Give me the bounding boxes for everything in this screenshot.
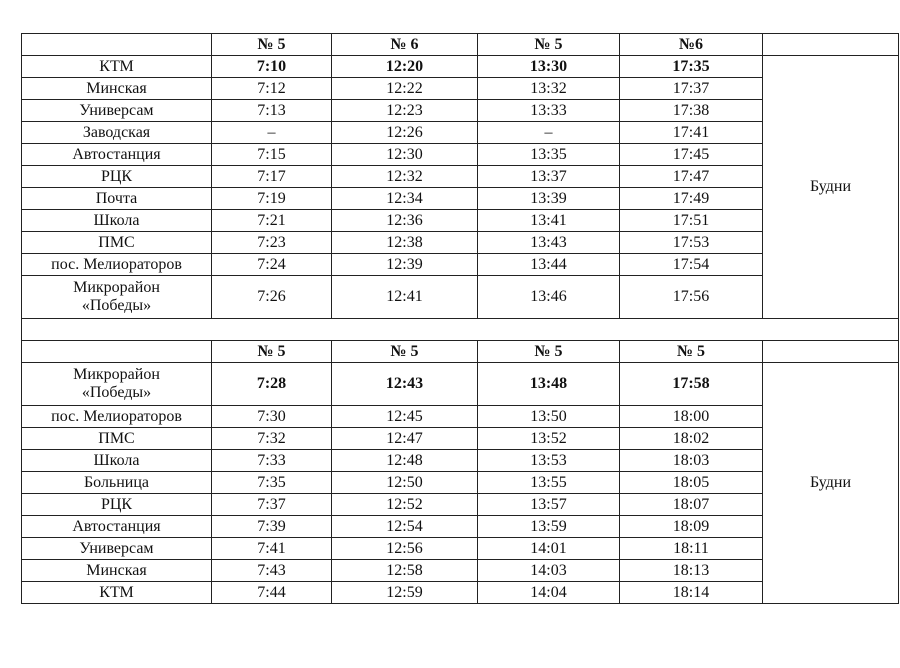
departure-time-cell: 12:54 — [332, 516, 478, 538]
departure-time-cell: 12:58 — [332, 560, 478, 582]
departure-time-cell: 7:12 — [212, 78, 332, 100]
route-number-cell: № 5 — [620, 341, 763, 363]
departure-time-cell: 7:24 — [212, 254, 332, 276]
departure-time-cell: 12:38 — [332, 232, 478, 254]
station-name-cell: Универсам — [22, 100, 212, 122]
departure-time-cell: 12:59 — [332, 582, 478, 604]
separator-cell — [22, 319, 899, 341]
departure-time-cell: 12:30 — [332, 144, 478, 166]
station-name-cell: Больница — [22, 472, 212, 494]
header-days-cell — [763, 341, 899, 363]
station-name-cell: Микрорайон «Победы» — [22, 276, 212, 319]
station-name-cell: Заводская — [22, 122, 212, 144]
departure-time-cell: 13:41 — [478, 210, 620, 232]
departure-time-cell: 7:13 — [212, 100, 332, 122]
departure-time-cell: 17:38 — [620, 100, 763, 122]
departure-time-cell: 17:45 — [620, 144, 763, 166]
departure-time-cell: 14:03 — [478, 560, 620, 582]
departure-time-cell: 13:46 — [478, 276, 620, 319]
departure-time-cell: 7:15 — [212, 144, 332, 166]
header-station-cell — [22, 341, 212, 363]
departure-time-cell: 7:33 — [212, 450, 332, 472]
departure-time-cell: 12:39 — [332, 254, 478, 276]
station-name-cell: Микрорайон «Победы» — [22, 363, 212, 406]
departure-time-cell: – — [478, 122, 620, 144]
departure-time-cell: – — [212, 122, 332, 144]
departure-time-cell: 13:48 — [478, 363, 620, 406]
departure-time-cell: 7:32 — [212, 428, 332, 450]
departure-time-cell: 7:35 — [212, 472, 332, 494]
station-name-cell: Минская — [22, 78, 212, 100]
station-name-cell: Школа — [22, 210, 212, 232]
departure-time-cell: 12:26 — [332, 122, 478, 144]
departure-time-cell: 12:32 — [332, 166, 478, 188]
departure-time-cell: 13:52 — [478, 428, 620, 450]
route-header-row — [22, 341, 899, 363]
departure-time-cell: 12:48 — [332, 450, 478, 472]
departure-time-cell: 17:37 — [620, 78, 763, 100]
departure-time-cell: 18:13 — [620, 560, 763, 582]
departure-time-cell: 12:43 — [332, 363, 478, 406]
header-days-cell — [763, 34, 899, 56]
departure-time-cell: 7:30 — [212, 406, 332, 428]
departure-time-cell: 14:01 — [478, 538, 620, 560]
departure-time-cell: 13:50 — [478, 406, 620, 428]
station-name-cell: РЦК — [22, 166, 212, 188]
station-name-cell: Универсам — [22, 538, 212, 560]
station-name-cell: ПМС — [22, 428, 212, 450]
departure-time-cell: 17:56 — [620, 276, 763, 319]
departure-time-cell: 12:41 — [332, 276, 478, 319]
departure-time-cell: 7:37 — [212, 494, 332, 516]
station-name-cell: пос. Мелиораторов — [22, 406, 212, 428]
departure-time-cell: 17:47 — [620, 166, 763, 188]
departure-time-cell: 13:59 — [478, 516, 620, 538]
station-name-cell: Автостанция — [22, 144, 212, 166]
departure-time-cell: 12:22 — [332, 78, 478, 100]
departure-time-cell: 7:21 — [212, 210, 332, 232]
route-number-cell: № 5 — [478, 341, 620, 363]
station-name-cell: РЦК — [22, 494, 212, 516]
departure-time-cell: 12:52 — [332, 494, 478, 516]
departure-time-cell: 7:26 — [212, 276, 332, 319]
route-header-row — [22, 34, 899, 56]
departure-time-cell: 12:20 — [332, 56, 478, 78]
departure-time-cell: 13:30 — [478, 56, 620, 78]
departure-time-cell: 17:54 — [620, 254, 763, 276]
departure-time-cell: 12:23 — [332, 100, 478, 122]
station-name-cell: Почта — [22, 188, 212, 210]
route-number-cell: №6 — [620, 34, 763, 56]
departure-time-cell: 18:03 — [620, 450, 763, 472]
route-number-cell: № 5 — [332, 341, 478, 363]
departure-time-cell: 7:28 — [212, 363, 332, 406]
departure-time-cell: 17:49 — [620, 188, 763, 210]
departure-time-cell: 7:23 — [212, 232, 332, 254]
departure-time-cell: 7:43 — [212, 560, 332, 582]
departure-time-cell: 13:32 — [478, 78, 620, 100]
departure-time-cell: 12:45 — [332, 406, 478, 428]
departure-time-cell: 13:57 — [478, 494, 620, 516]
block-separator-row — [22, 319, 899, 341]
departure-time-cell: 18:14 — [620, 582, 763, 604]
departure-time-cell: 17:35 — [620, 56, 763, 78]
departure-time-cell: 13:55 — [478, 472, 620, 494]
station-name-cell: КТМ — [22, 582, 212, 604]
departure-time-cell: 18:05 — [620, 472, 763, 494]
header-station-cell — [22, 34, 212, 56]
departure-time-cell: 12:47 — [332, 428, 478, 450]
departure-time-cell: 12:56 — [332, 538, 478, 560]
departure-time-cell: 13:35 — [478, 144, 620, 166]
departure-time-cell: 13:37 — [478, 166, 620, 188]
station-name-cell: пос. Мелиораторов — [22, 254, 212, 276]
departure-time-cell: 7:44 — [212, 582, 332, 604]
table-row — [22, 56, 899, 78]
station-name-cell: Минская — [22, 560, 212, 582]
station-name-cell: ПМС — [22, 232, 212, 254]
operating-days-cell: Будни — [763, 56, 899, 319]
departure-time-cell: 13:33 — [478, 100, 620, 122]
table-row — [22, 363, 899, 406]
departure-time-cell: 12:34 — [332, 188, 478, 210]
station-name-cell: Школа — [22, 450, 212, 472]
departure-time-cell: 18:02 — [620, 428, 763, 450]
route-number-cell: № 5 — [212, 341, 332, 363]
departure-time-cell: 18:11 — [620, 538, 763, 560]
station-name-cell: Автостанция — [22, 516, 212, 538]
departure-time-cell: 18:00 — [620, 406, 763, 428]
departure-time-cell: 7:39 — [212, 516, 332, 538]
departure-time-cell: 12:36 — [332, 210, 478, 232]
departure-time-cell: 13:39 — [478, 188, 620, 210]
route-number-cell: № 5 — [478, 34, 620, 56]
departure-time-cell: 7:17 — [212, 166, 332, 188]
departure-time-cell: 17:41 — [620, 122, 763, 144]
route-number-cell: № 6 — [332, 34, 478, 56]
bus-schedule-table — [21, 33, 899, 604]
departure-time-cell: 17:53 — [620, 232, 763, 254]
departure-time-cell: 12:50 — [332, 472, 478, 494]
departure-time-cell: 17:51 — [620, 210, 763, 232]
departure-time-cell: 18:07 — [620, 494, 763, 516]
departure-time-cell: 7:19 — [212, 188, 332, 210]
departure-time-cell: 17:58 — [620, 363, 763, 406]
station-name-cell: КТМ — [22, 56, 212, 78]
departure-time-cell: 7:41 — [212, 538, 332, 560]
operating-days-cell: Будни — [763, 363, 899, 604]
departure-time-cell: 13:44 — [478, 254, 620, 276]
route-number-cell: № 5 — [212, 34, 332, 56]
departure-time-cell: 14:04 — [478, 582, 620, 604]
departure-time-cell: 13:43 — [478, 232, 620, 254]
departure-time-cell: 13:53 — [478, 450, 620, 472]
departure-time-cell: 18:09 — [620, 516, 763, 538]
departure-time-cell: 7:10 — [212, 56, 332, 78]
